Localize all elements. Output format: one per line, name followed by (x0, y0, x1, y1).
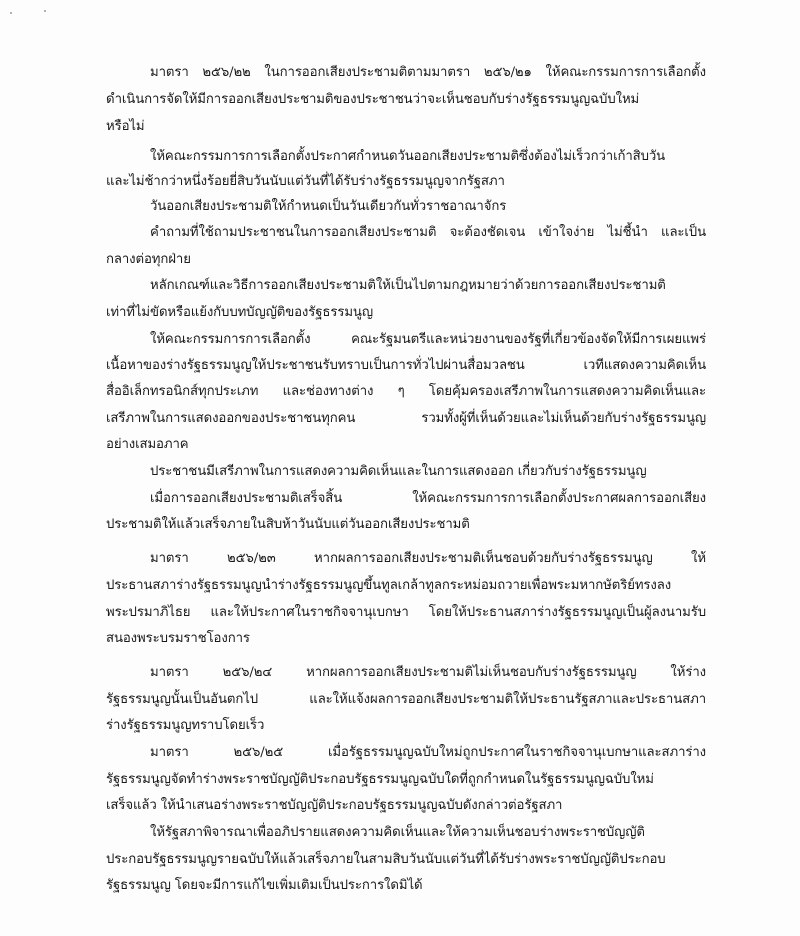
section-256-22-heading-line: มาตรา ๒๕๖/๒๒ ในการออกเสียงประชามติตามมาตรา ๒๕๖/๒๑ ให้คณะกรรมการการเลือกตั้ง (150, 65, 706, 80)
text-line: ประชาชนมีเสรีภาพในการแสดงความคิดเห็นและในการแสดงออก เกี่ยวกับร่างรัฐธรรมนูญ (150, 464, 647, 479)
text-line: เสร็จแล้ว ให้นำเสนอร่างพระราชบัญญัติประกอบรัฐธรรมนูญฉบับดังกล่าวต่อรัฐสภา (106, 798, 563, 813)
text-line: วันออกเสียงประชามติให้กำหนดเป็นวันเดียวกันทั่วราชอาณาจักร (150, 199, 507, 214)
text-line: รัฐธรรมนูญนั้นเป็นอันตกไป และให้แจ้งผลการออกเสียงประชามติให้ประธานรัฐสภาและประธานสภา (106, 692, 706, 707)
section-256-25-heading-line: มาตรา ๒๕๖/๒๕ เมื่อรัฐธรรมนูญฉบับใหม่ถูกประกาศในราชกิจจานุเบกษาและสภาร่าง (150, 745, 706, 760)
text-line: พระปรมาภิไธย และให้ประกาศในราชกิจจานุเบกษา โดยให้ประธานสภาร่างรัฐธรรมนูญเป็นผู้ลงนามรับ (106, 605, 706, 620)
text-line: ประกอบรัฐธรรมนูญรายฉบับให้แล้วเสร็จภายในสามสิบวันนับแต่วันที่ได้รับร่างพระราชบัญญัติประกอบ (106, 852, 666, 867)
text-line: รัฐธรรมนูญจัดทำร่างพระราชบัญญัติประกอบรัฐธรรมนูญฉบับใดที่ถูกกำหนดในรัฐธรรมนูญฉบับใหม่ (106, 772, 654, 787)
text-line: อย่างเสมอภาค (106, 437, 189, 452)
text-line: คำถามที่ใช้ถามประชาชนในการออกเสียงประชามติ จะต้องชัดเจน เข้าใจง่าย ไม่ชี้นำ และเป็น (150, 225, 706, 240)
text-line: เท่าที่ไม่ขัดหรือแย้งกับบทบัญญัติของรัฐธรรมนูญ (106, 305, 373, 320)
text-line: รัฐธรรมนูญ โดยจะมีการแก้ไขเพิ่มเติมเป็นประการใดมิได้ (106, 878, 423, 893)
text-line: กลางต่อทุกฝ่าย (106, 252, 191, 267)
text-line: ให้คณะกรรมการการเลือกตั้งประกาศกำหนดวันออกเสียงประชามติซึ่งต้องไม่เร็วกว่าเก้าสิบวัน (150, 149, 666, 164)
text-line: เสรีภาพในการแสดงออกของประชาชนทุกคน รวมทั้งผู้ที่เห็นด้วยและไม่เห็นด้วยกับร่างรัฐธรรมนูญ (106, 411, 706, 426)
text-line: เนื้อหาของร่างรัฐธรรมนูญให้ประชาชนรับทราบเป็นการทั่วไปผ่านสื่อมวลชน เวทีแสดงความคิดเห็น (106, 358, 706, 373)
text-line: เมื่อการออกเสียงประชามติเสร็จสิ้น ให้คณะกรรมการการเลือกตั้งประกาศผลการออกเสียง (150, 491, 706, 506)
text-line: ให้รัฐสภาพิจารณาเพื่ออภิปรายแสดงความคิดเห็นและให้ความเห็นชอบร่างพระราชบัญญัติ (150, 825, 645, 840)
text-line: สนองพระบรมราชโองการ (106, 631, 250, 646)
text-line: ประชามติให้แล้วเสร็จภายในสิบห้าวันนับแต่วันออกเสียงประชามติ (106, 517, 470, 532)
section-256-24-heading-line: มาตรา ๒๕๖/๒๔ หากผลการออกเสียงประชามติไม่เห็นชอบกับร่างรัฐธรรมนูญ ให้ร่าง (150, 665, 706, 680)
text-line: ดำเนินการจัดให้มีการออกเสียงประชามติของประชาชนว่าจะเห็นชอบกับร่างรัฐธรรมนูญฉบับใหม่ (106, 92, 640, 107)
text-line: ประธานสภาร่างรัฐธรรมนูญนำร่างรัฐธรรมนูญขึ้นทูลเกล้าทูลกระหม่อมถวายเพื่อพระมหากษัตริย์ทรงลง (106, 578, 672, 593)
section-256-23-heading-line: มาตรา ๒๕๖/๒๓ หากผลการออกเสียงประชามติเห็นชอบด้วยกับร่างรัฐธรรมนูญ ให้ (150, 551, 706, 566)
text-line: ให้คณะกรรมการการเลือกตั้ง คณะรัฐมนตรีและหน่วยงานของรัฐที่เกี่ยวข้องจัดให้มีการเผยแพร่ (150, 332, 706, 347)
text-line: ร่างรัฐธรรมนูญทราบโดยเร็ว (106, 718, 265, 733)
text-line: และไม่ช้ากว่าหนึ่งร้อยยี่สิบวันนับแต่วันที่ได้รับร่างรัฐธรรมนูญจากรัฐสภา (106, 174, 505, 189)
text-line: สื่ออิเล็กทรอนิกส์ทุกประเภท และช่องทางต่าง ๆ โดยคุ้มครองเสรีภาพในการแสดงความคิดเห็นและ (106, 384, 706, 399)
text-line: หรือไม่ (106, 119, 145, 134)
text-line: หลักเกณฑ์และวิธีการออกเสียงประชามติให้เป็นไปตามกฎหมายว่าด้วยการออกเสียงประชามติ (150, 278, 666, 293)
